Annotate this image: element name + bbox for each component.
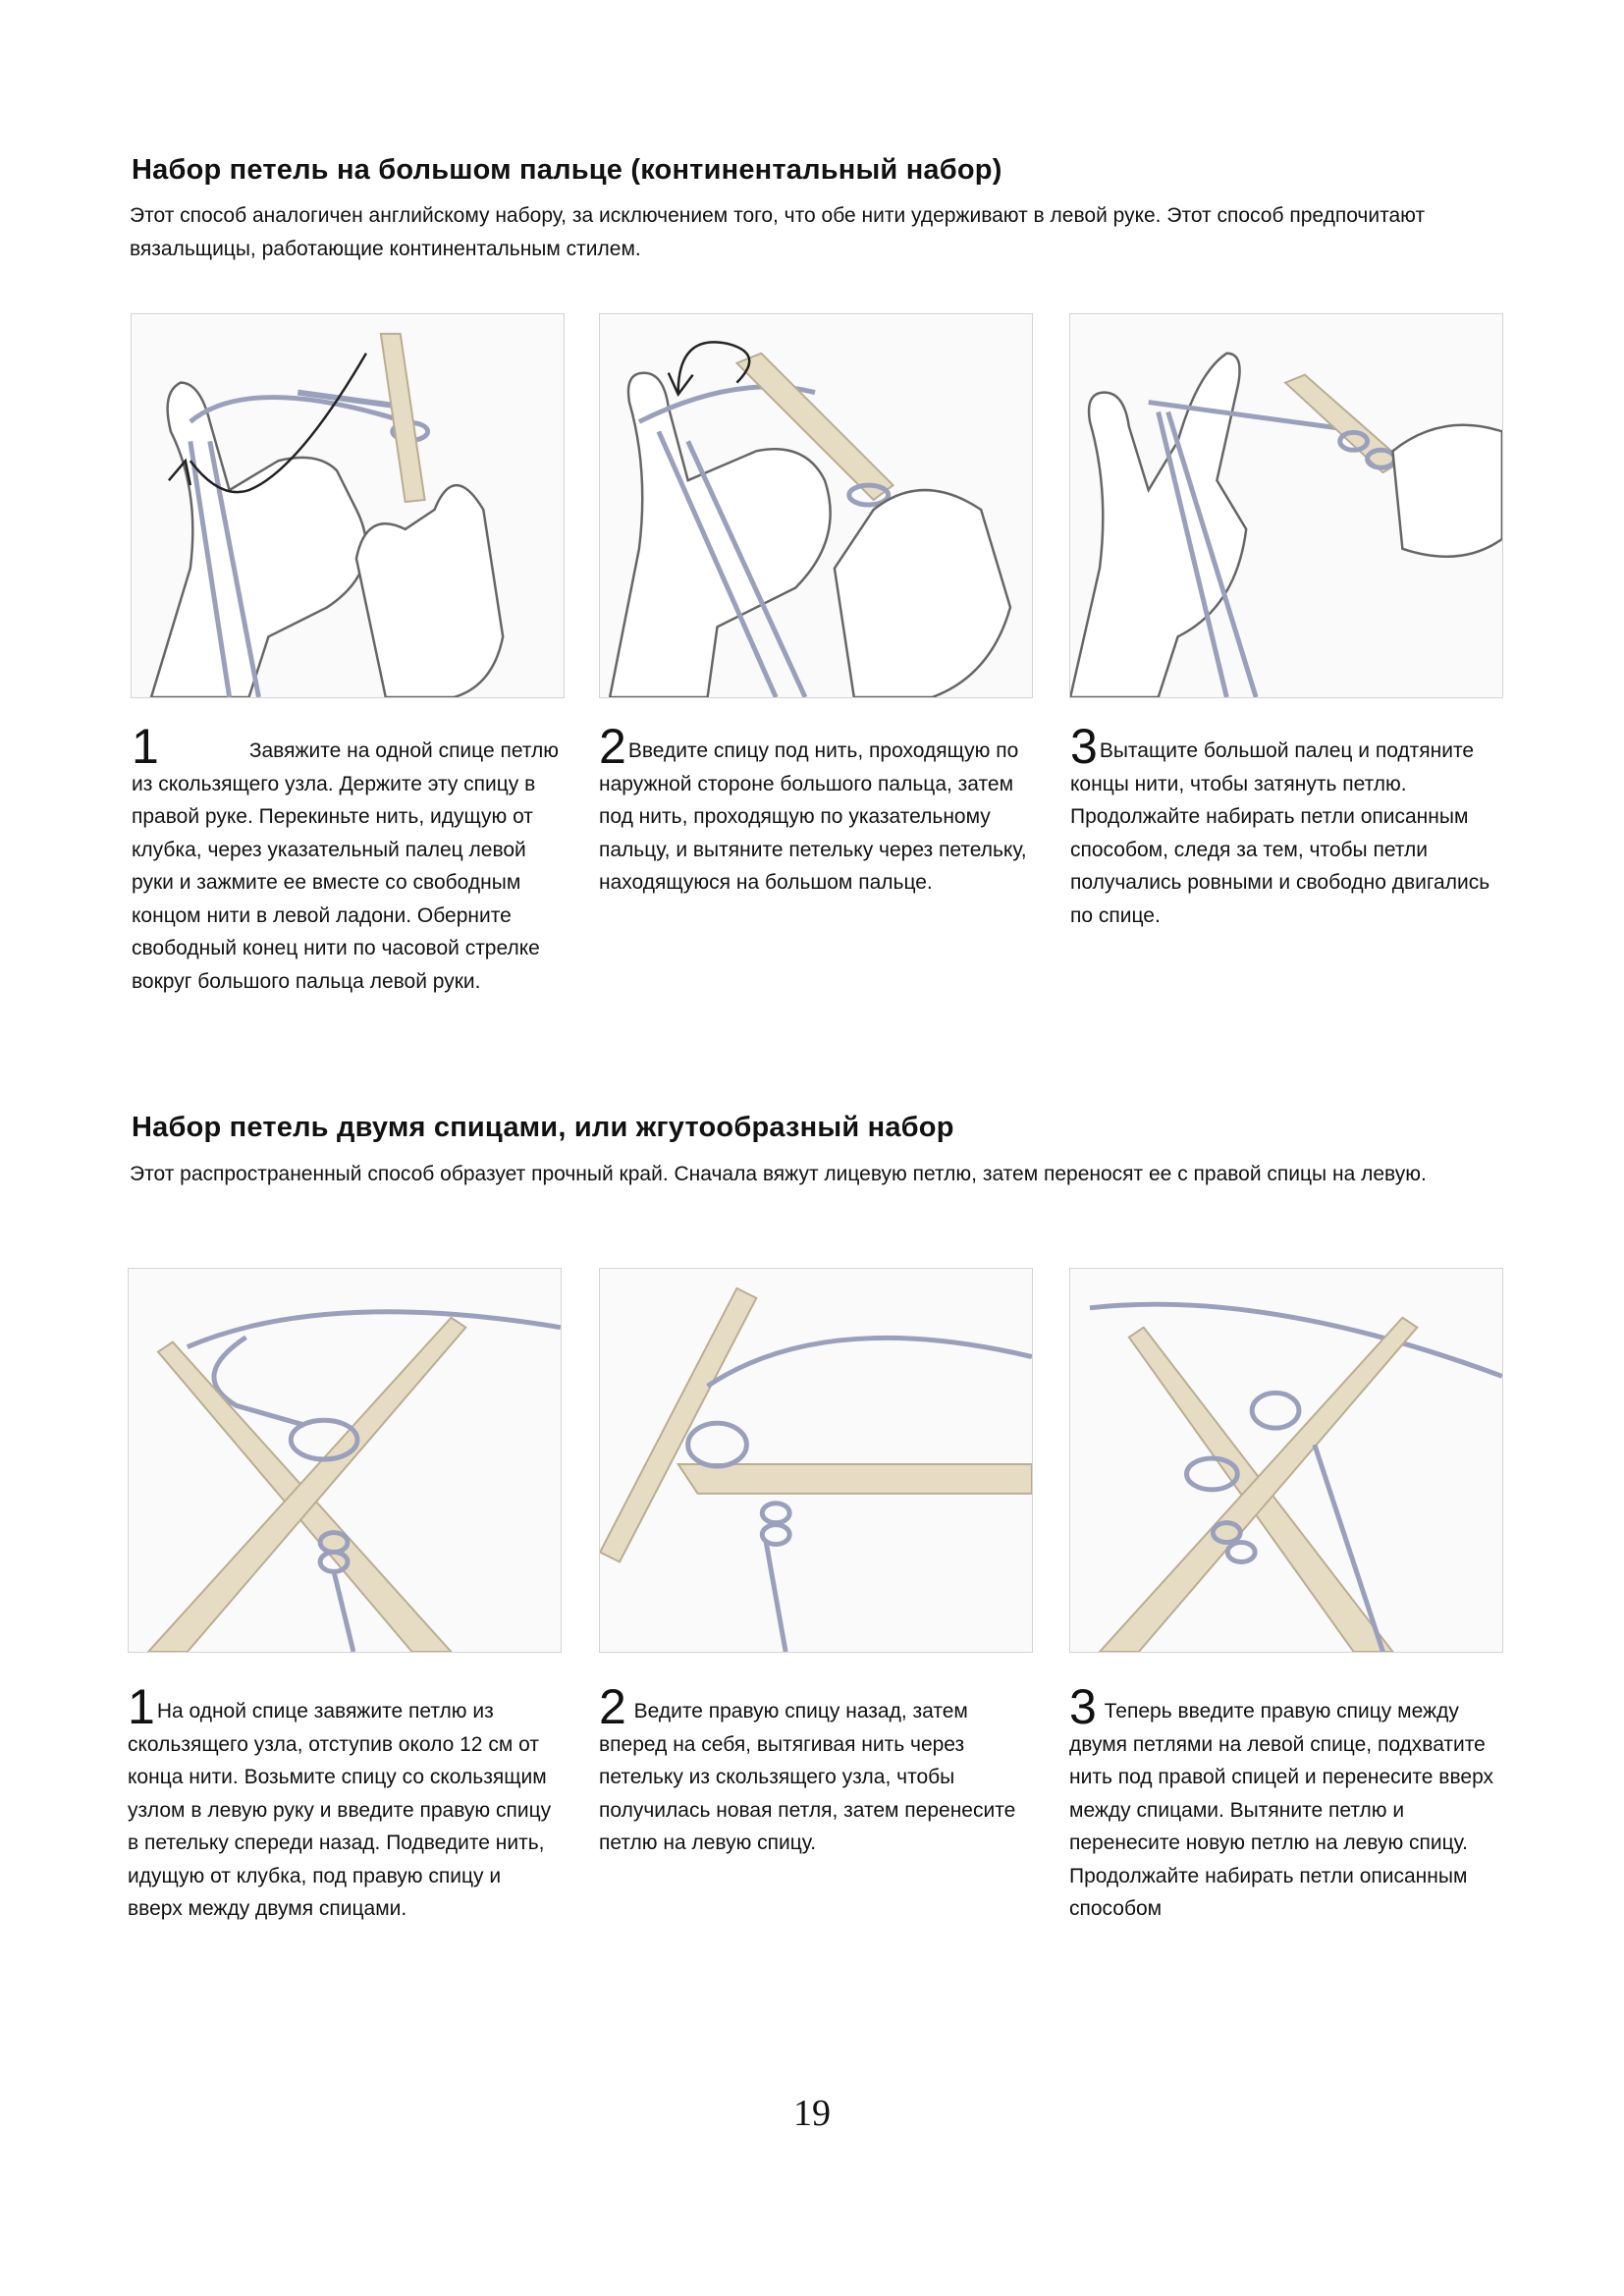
step-number: 1 <box>132 719 159 774</box>
step-number: 3 <box>1070 719 1098 774</box>
section-1-step-1 <box>132 719 564 998</box>
step-text: Теперь введите правую спицу между двумя петлями на левой спице, подхватите нить под правой спицей и перенесите вверх между спицами. Вытяните петлю и перенесите новую петлю на левую спицу. Продолжайте набирать петли описанным способом <box>1069 1700 1494 1920</box>
section-2-intro: Этот распространенный способ образует прочный край. Сначала вяжут лицевую петлю, затем переносят ее с правой спицы на левую. <box>130 1163 1427 1185</box>
step-number: 2 <box>599 1679 626 1734</box>
section-1-step-3 <box>1070 719 1502 932</box>
crossed-needles-drawing-3 <box>1070 1269 1502 1652</box>
crossed-needles-drawing-1 <box>129 1269 561 1652</box>
step-text: На одной спице завяжите петлю из скользящего узла, отступив около 12 см от конца нити. Возьмите спицу со скользящим узлом в левую руку и введите правую спицу в петельку спереди назад. Подведите нить, идущую от клубка, под правую спицу и вверх между двумя спицами. <box>128 1700 552 1920</box>
crossed-needles-drawing-2 <box>600 1269 1032 1652</box>
step-number: 2 <box>599 719 626 774</box>
illustration-thumb-step-2 <box>599 313 1033 698</box>
hand-needle-drawing-3 <box>1070 314 1502 697</box>
illustration-needles-step-1 <box>128 1268 562 1653</box>
hand-needle-drawing-2 <box>600 314 1032 697</box>
section-2-step-2 <box>599 1679 1031 1860</box>
section-1-title: Набор петель на большом пальце (континентальный набор) <box>132 154 1002 186</box>
step-text: Введите спицу под нить, проходящую по наружной стороне большого пальца, затем под нить, проходящую по указательному пальцу, и вытяните петельку через петельку, находящуюся на большом пальце. <box>599 739 1027 894</box>
section-2-title: Набор петель двумя спицами, или жгутообразный набор <box>132 1112 954 1143</box>
illustration-thumb-step-1 <box>131 313 565 698</box>
section-2-step-1 <box>128 1679 560 1926</box>
step-text: Ведите правую спицу назад, затем вперед на себя, вытягивая нить через петельку из скользящего узла, чтобы получилась новая петля, затем перенесите петлю на левую спицу. <box>599 1700 1016 1854</box>
illustration-needles-step-3 <box>1069 1268 1503 1653</box>
step-number: 1 <box>128 1679 155 1734</box>
illustration-thumb-step-3 <box>1069 313 1503 698</box>
hand-needle-drawing-1 <box>132 314 564 697</box>
section-1-intro: Этот способ аналогичен английскому набору, за исключением того, что обе нити удерживают в левой руке. Этот способ предпочитают вязальщицы, работающие континентальным стилем. <box>130 204 1426 260</box>
illustration-needles-step-2 <box>599 1268 1033 1653</box>
step-text: Завяжите на одной спице петлю из скользящего узла. Держите эту спицу в правой руке. Перекиньте нить, идущую от клубка, через указательный палец левой руки и зажмите ее вместе со свободным концом нити в левой ладони. Оберните свободный конец нити по часовой стрелке вокруг большого пальца левой руки. <box>132 739 559 993</box>
section-2-step-3 <box>1069 1679 1501 1926</box>
section-1-step-2 <box>599 719 1031 900</box>
step-number: 3 <box>1069 1679 1097 1734</box>
page-number: 19 <box>793 2093 831 2134</box>
step-text: Вытащите большой палец и подтяните концы нити, чтобы затянуть петлю. Продолжайте набирать петли описанным способом, следя за тем, чтобы петли получались ровными и свободно двигались по спице. <box>1070 739 1490 927</box>
